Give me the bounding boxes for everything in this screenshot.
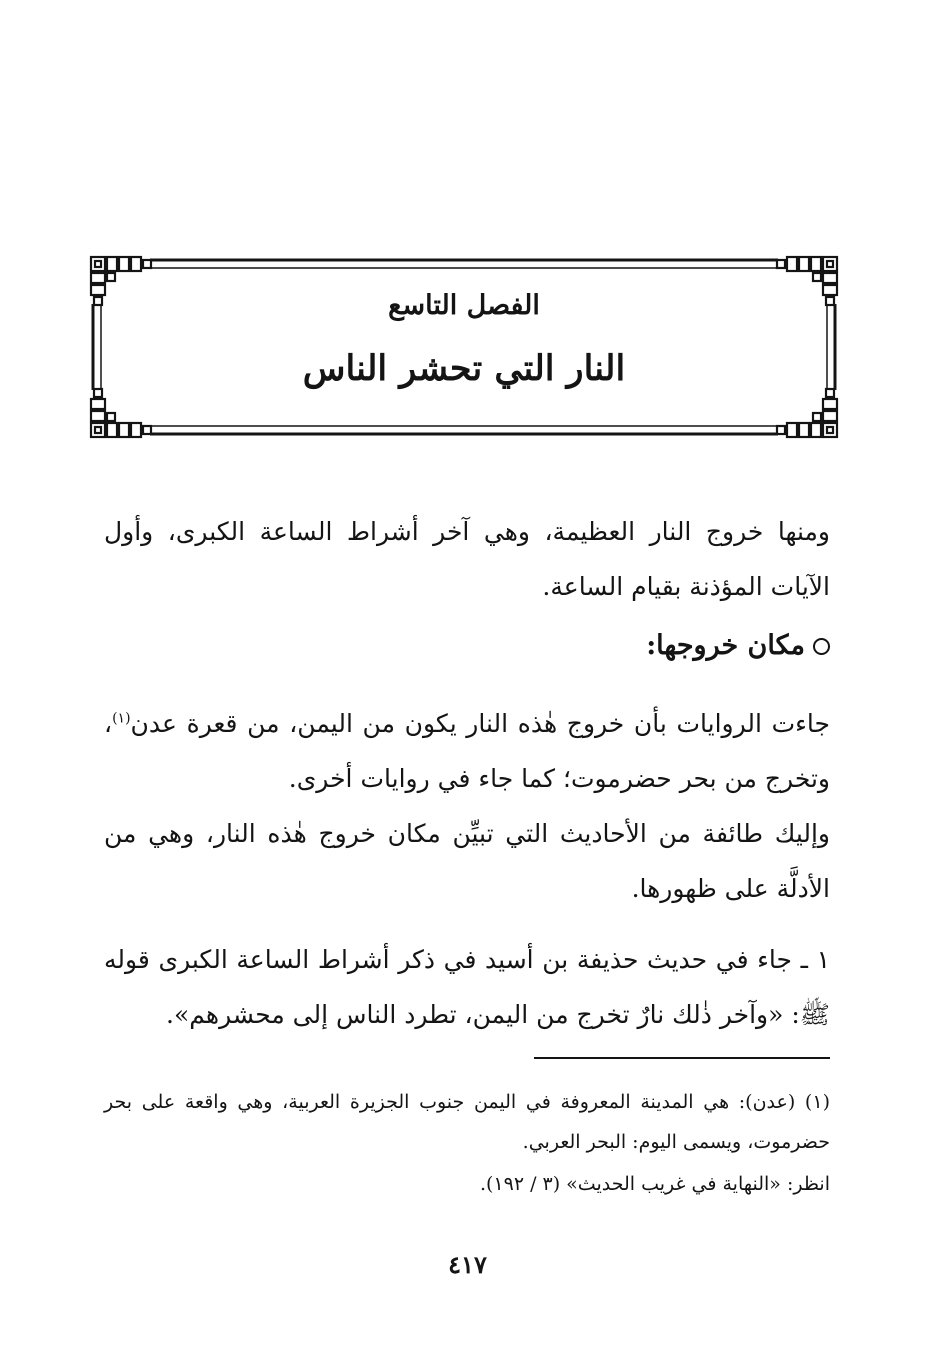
- page-number: ٤١٧: [448, 1250, 487, 1279]
- section-heading-text: مكان خروجها:: [646, 630, 805, 661]
- footnote-1-source: انظر: «النهاية في غريب الحديث» (٣ / ١٩٢).: [479, 1173, 830, 1195]
- paragraph-location: [104, 696, 830, 806]
- paragraph-hadith-1: ١ ـ جاء في حديث حذيفة بن أسيد في ذكر أشراط الساعة الكبرى قوله ﷺ: «وآخر ذٰلك نارٌ تخرج من اليمن، تطرد الناس إلى محشرهم».: [104, 945, 830, 1029]
- chapter-label: الفصل التاسع: [388, 290, 540, 321]
- paragraph-location-text-b: ، وتخرج من بحر حضرموت؛ كما جاء في روايات أخرى.: [104, 709, 830, 793]
- paragraph-intro: ومنها خروج النار العظيمة، وهي آخر أشراط الساعة الكبرى، وأول الآيات المؤذنة بقيام الساعة.: [104, 517, 830, 601]
- corner-ornament-bottom-left: [91, 389, 151, 437]
- section-heading: [104, 618, 830, 673]
- corner-ornament-bottom-right: [777, 389, 837, 437]
- footnote-divider: [534, 1057, 830, 1059]
- paragraph-hadiths-intro: وإليك طائفة من الأحاديث التي تبيِّن مكان خروج هٰذه النار، وهي من الأدلَّة على ظهورها.: [104, 819, 830, 903]
- footnote-1: (١) (عدن): هي المدينة المعروفة في اليمن جنوب الجزيرة العربية، وهي واقعة على بحر حضرموت، ويسمى اليوم: البحر العربي.: [104, 1091, 830, 1153]
- paragraph-location-text-a: جاءت الروايات بأن خروج هٰذه النار يكون من اليمن، من قعرة عدن: [130, 709, 830, 738]
- ornamental-border: [88, 254, 840, 440]
- circle-bullet-icon: [813, 638, 830, 655]
- footnote-ref-1[interactable]: (١): [112, 710, 131, 727]
- chapter-title: النار التي تحشر الناس: [302, 348, 626, 389]
- chapter-header-frame: [88, 254, 840, 440]
